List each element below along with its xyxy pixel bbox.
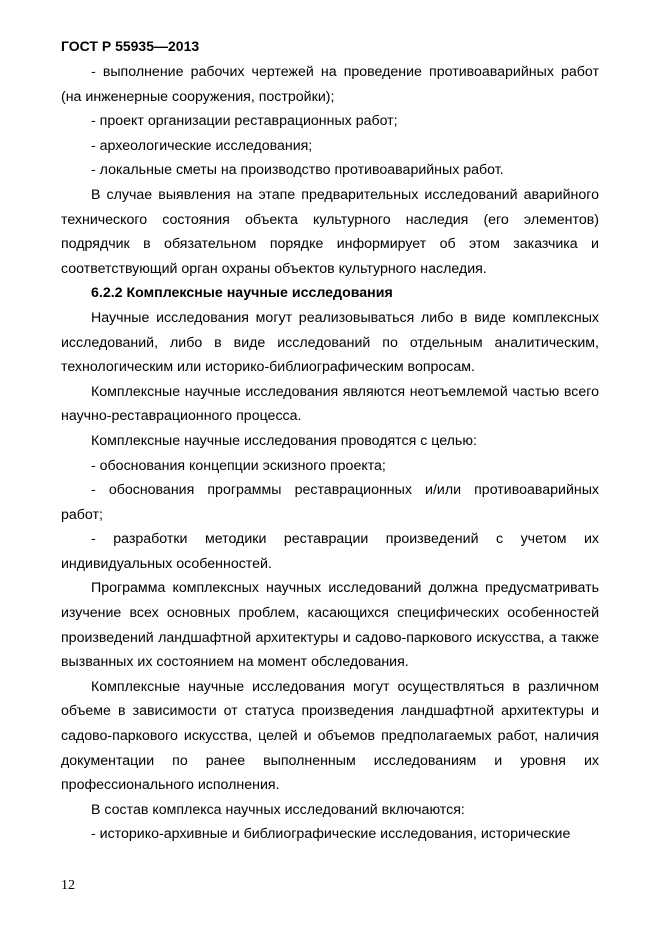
paragraph-research-purpose: Комплексные научные исследования проводятся с целью: xyxy=(91,432,477,449)
list-item-archaeological-research: - археологические исследования; xyxy=(91,137,313,154)
page-number: 12 xyxy=(61,878,75,893)
list-item-program-justification: - обоснования программы реставрационных и/или противоаварийных работ; xyxy=(61,482,599,523)
list-item-local-estimates: - локальные сметы на производство противоаварийных работ. xyxy=(91,162,504,179)
paragraph-research-composition: В состав комплекса научных исследований включаются: xyxy=(91,801,465,818)
document-standard-code: ГОСТ Р 55935—2013 xyxy=(61,38,200,54)
paragraph-research-scope: Комплексные научные исследования могут осуществляться в различном объеме в зависимости от статуса произведения ландшафтной архитектуры и садово-паркового искусства, целей и объемов предполагаемых работ, наличия документации по ранее выполненным исследованиям и уровня их профессионального исполнения. xyxy=(61,678,599,794)
list-item-restoration-project: - проект организации реставрационных работ; xyxy=(91,113,398,130)
list-item-methodology-development: - разработки методики реставрации произведений с учетом их индивидуальных особенностей. xyxy=(61,531,599,572)
paragraph-emergency-notification: В случае выявления на этапе предварительных исследований аварийного технического состояния объекта культурного наследия (его элементов) подрядчик в обязательном порядке информирует об этом заказчика и соответствующий орган охраны объектов культурного наследия. xyxy=(61,186,599,277)
paragraph-research-integral-part: Комплексные научные исследования являются неотъемлемой частью всего научно-реставрационного процесса. xyxy=(61,383,599,425)
document-body xyxy=(61,60,599,847)
paragraph-research-program: Программа комплексных научных исследований должна предусматривать изучение всех основных проблем, касающихся специфических особенностей произведений ландшафтной архитектуры и садово-паркового искусства, а также вызванных их состоянием на момент обследования. xyxy=(61,580,599,671)
list-item-concept-justification: - обоснования концепции эскизного проекта; xyxy=(91,457,386,474)
paragraph-research-forms: Научные исследования могут реализовываться либо в виде комплексных исследований, либо в виде исследований по отдельным аналитическим, технологическим или историко-библиографическим вопросам. xyxy=(61,309,599,376)
list-item-historical-archival: - историко-архивные и библиографические исследования, исторические xyxy=(91,826,571,843)
section-heading-6-2-2: 6.2.2 Комплексные научные исследования xyxy=(91,285,393,302)
list-item-working-drawings: - выполнение рабочих чертежей на проведение противоаварийных работ (на инженерные сооружения, постройки); xyxy=(61,64,599,105)
